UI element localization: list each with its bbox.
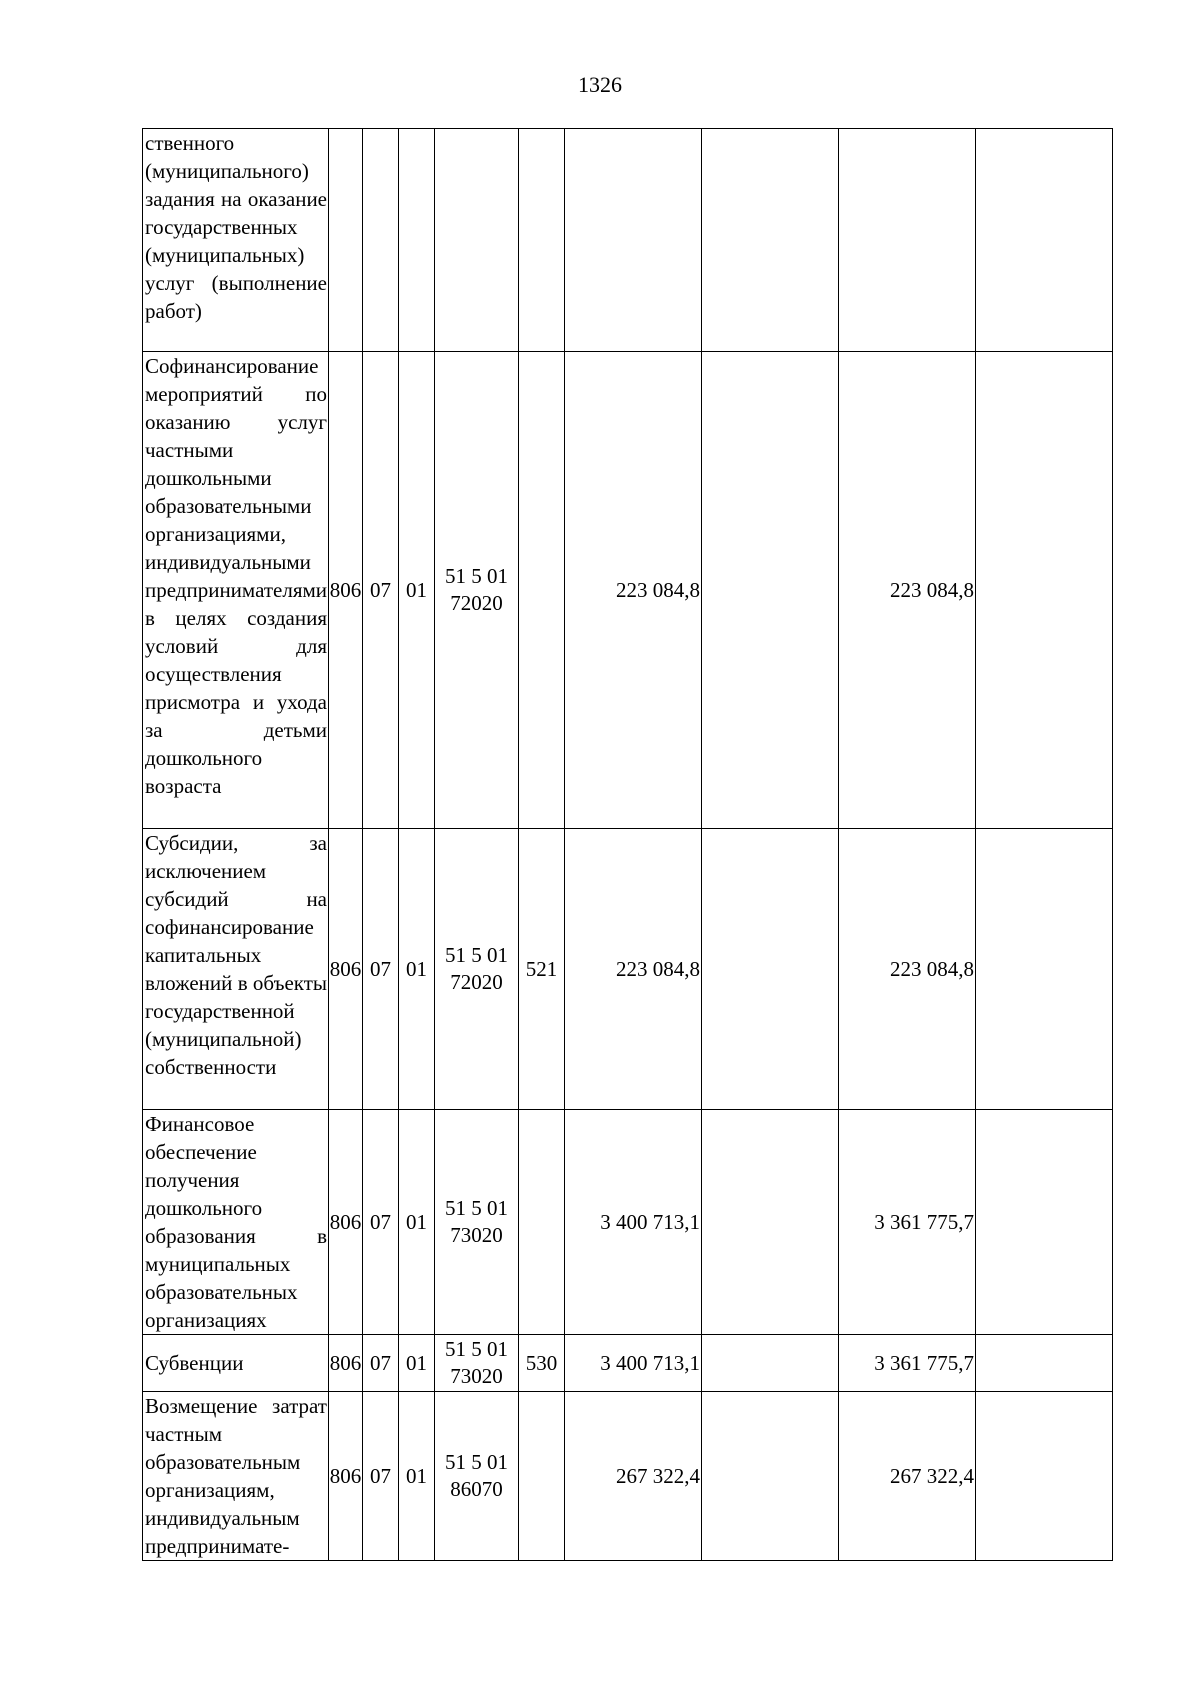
csr-program: 51 5 01 bbox=[445, 1450, 508, 1474]
csr-direction: 72020 bbox=[450, 970, 503, 994]
sum-3-cell: 3 361 775,7 bbox=[839, 1335, 976, 1392]
row-name: Субвенции bbox=[145, 1351, 244, 1375]
csr-cell bbox=[435, 352, 519, 829]
razdel-cell: 07 bbox=[363, 1335, 399, 1392]
podrazdel-cell: 01 bbox=[399, 1335, 435, 1392]
razdel-cell: 07 bbox=[363, 352, 399, 829]
razdel-cell: 07 bbox=[363, 1392, 399, 1561]
csr-cell bbox=[435, 1335, 519, 1392]
podrazdel-cell: 01 bbox=[399, 1110, 435, 1335]
csr-program: 51 5 01 bbox=[445, 943, 508, 967]
csr-cell bbox=[435, 1392, 519, 1561]
razdel-cell: 07 bbox=[363, 829, 399, 1110]
row-name-cell bbox=[143, 1110, 329, 1335]
sum-2-cell bbox=[702, 352, 839, 829]
sum-3-cell: 267 322,4 bbox=[839, 1392, 976, 1561]
sum-3-cell: 223 084,8 bbox=[839, 352, 976, 829]
ved-cell: 806 bbox=[329, 352, 363, 829]
csr-program: 51 5 01 bbox=[445, 1196, 508, 1220]
csr-program: 51 5 01 bbox=[445, 564, 508, 588]
csr-cell bbox=[435, 829, 519, 1110]
table-row bbox=[143, 352, 1113, 829]
razdel-cell bbox=[363, 129, 399, 352]
sum-1-cell: 223 084,8 bbox=[565, 829, 702, 1110]
sum-1-cell: 267 322,4 bbox=[565, 1392, 702, 1561]
csr-cell bbox=[435, 1110, 519, 1335]
row-name: Софинансирование мероприятий по оказанию услуг частными дошкольными образовательными организациями, индивидуальными предпринимателями в целях создания условий для осуществления присмотра и ухода за детьми дошкольного возраста bbox=[145, 354, 328, 798]
sum-3-cell: 3 361 775,7 bbox=[839, 1110, 976, 1335]
table-row bbox=[143, 1335, 1113, 1392]
sum-2-cell bbox=[702, 1335, 839, 1392]
page-number: 1326 bbox=[578, 72, 622, 97]
ved-cell: 806 bbox=[329, 829, 363, 1110]
podrazdel-cell: 01 bbox=[399, 829, 435, 1110]
row-name: Субсидии, за исключением субсидий на софинансирование капитальных вложений в объекты государственной (муниципальной) собственности bbox=[145, 831, 327, 1079]
table-row bbox=[143, 829, 1113, 1110]
sum-2-cell bbox=[702, 1110, 839, 1335]
sum-4-cell bbox=[976, 129, 1113, 352]
csr-program: 51 5 01 bbox=[445, 1337, 508, 1361]
vr-cell: 530 bbox=[519, 1335, 565, 1392]
budget-table bbox=[142, 128, 1113, 1561]
vr-cell bbox=[519, 129, 565, 352]
sum-1-cell bbox=[565, 129, 702, 352]
sum-1-cell: 3 400 713,1 bbox=[565, 1110, 702, 1335]
csr-direction: 73020 bbox=[450, 1364, 503, 1388]
csr-direction: 73020 bbox=[450, 1223, 503, 1247]
sum-3-cell: 223 084,8 bbox=[839, 829, 976, 1110]
row-name-cell bbox=[143, 1392, 329, 1561]
table-row bbox=[143, 129, 1113, 352]
vr-cell bbox=[519, 352, 565, 829]
row-name: Финансовое обеспечение получения дошкольного образования в муниципальных образовательных организациях bbox=[145, 1112, 327, 1332]
vr-cell bbox=[519, 1110, 565, 1335]
ved-cell: 806 bbox=[329, 1335, 363, 1392]
table-row bbox=[143, 1110, 1113, 1335]
sum-3-cell bbox=[839, 129, 976, 352]
sum-4-cell bbox=[976, 1335, 1113, 1392]
vr-cell bbox=[519, 1392, 565, 1561]
podrazdel-cell: 01 bbox=[399, 1392, 435, 1561]
sum-4-cell bbox=[976, 352, 1113, 829]
sum-2-cell bbox=[702, 129, 839, 352]
sum-1-cell: 223 084,8 bbox=[565, 352, 702, 829]
table-row bbox=[143, 1392, 1113, 1561]
ved-cell: 806 bbox=[329, 1110, 363, 1335]
row-name-cell bbox=[143, 829, 329, 1110]
razdel-cell: 07 bbox=[363, 1110, 399, 1335]
csr-direction: 86070 bbox=[450, 1477, 503, 1501]
row-name-cell bbox=[143, 1335, 329, 1392]
ved-cell: 806 bbox=[329, 1392, 363, 1561]
sum-4-cell bbox=[976, 829, 1113, 1110]
csr-direction: 72020 bbox=[450, 591, 503, 615]
row-name: ственного (муниципального) задания на оказание государственных (муниципальных) услуг (выполнение работ) bbox=[145, 131, 327, 323]
csr-cell bbox=[435, 129, 519, 352]
sum-4-cell bbox=[976, 1392, 1113, 1561]
vr-cell: 521 bbox=[519, 829, 565, 1110]
row-name-cell bbox=[143, 129, 329, 352]
ved-cell bbox=[329, 129, 363, 352]
sum-2-cell bbox=[702, 829, 839, 1110]
row-name: Возмещение затрат частным образовательным организациям, индивидуальным предпринимате- bbox=[145, 1394, 327, 1558]
sum-1-cell: 3 400 713,1 bbox=[565, 1335, 702, 1392]
podrazdel-cell bbox=[399, 129, 435, 352]
sum-4-cell bbox=[976, 1110, 1113, 1335]
podrazdel-cell: 01 bbox=[399, 352, 435, 829]
sum-2-cell bbox=[702, 1392, 839, 1561]
row-name-cell bbox=[143, 352, 329, 829]
